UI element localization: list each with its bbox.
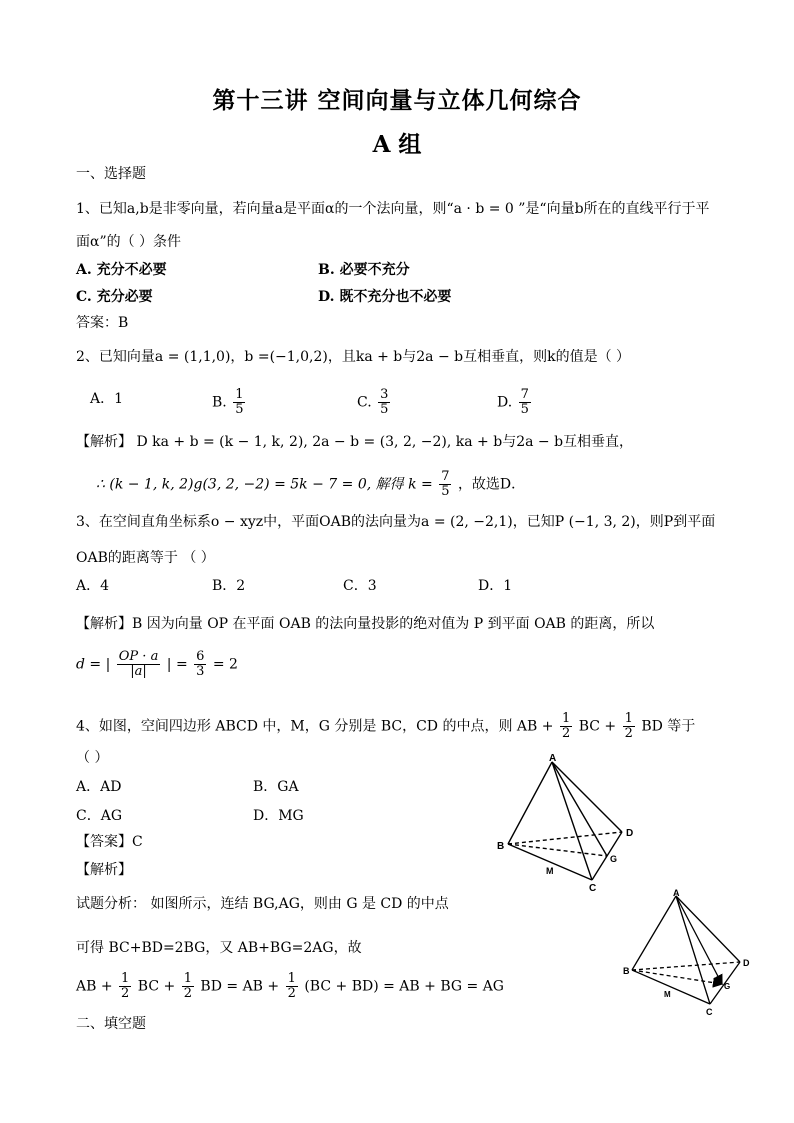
fig2-edge-bc xyxy=(632,970,710,1004)
fig2-label-g: G xyxy=(724,982,731,991)
q3-solution-line2: d = | $\frac{OP \cdot a}{|a|}$ | = $\frac{6}{3}$ = 2 xyxy=(76,649,238,679)
group-heading: A 组 xyxy=(372,131,422,158)
q4-option-c: C．AG xyxy=(76,808,123,824)
fig1-label-m: M xyxy=(546,866,554,876)
q2-solution-line1: 【解析】 D ka + b = (k − 1, k, 2), 2a − b = (3, 2, −2), ka + b与2a − b互相垂直， xyxy=(76,434,634,450)
q2-option-b-fraction: $\frac{1}{5}$ xyxy=(235,387,244,417)
fig2-label-b: B xyxy=(623,966,630,976)
q4-explanation-line1: 试题分析： 如图所示，连结 BG,AG，则由 G 是 CD 的中点 xyxy=(76,896,449,912)
edge-ab xyxy=(508,762,552,844)
q4-expl-fraction1: $\frac{1}{2}$ xyxy=(121,971,130,1001)
fig2-label-d: D xyxy=(743,958,750,968)
q1-option-b: B. 必要不充分 xyxy=(318,262,410,278)
q2-option-d-fraction: $\frac{7}{5}$ xyxy=(520,387,529,417)
q4-expl-fraction2: $\frac{1}{2}$ xyxy=(183,971,192,1001)
fig2-edge-ab xyxy=(632,896,676,970)
q4-explanation-line2: 可得 BC+BD=2BG，又 AB+BG=2AG，故 xyxy=(76,940,362,956)
q2-option-a: A．1 xyxy=(90,391,124,407)
page-title: 第十三讲 空间向量与立体几何综合 xyxy=(212,87,582,114)
edge-bd-hidden xyxy=(508,832,622,844)
fig1-label-c: C xyxy=(589,883,597,892)
q2-solution-fraction: $\frac{7}{5}$ xyxy=(441,469,450,499)
q4-expl-fraction3: $\frac{1}{2}$ xyxy=(287,971,296,1001)
q2-option-d: D. $\frac{7}{5}$ xyxy=(497,387,529,417)
q2-option-c-fraction: $\frac{3}{5}$ xyxy=(380,387,389,417)
q4-option-b: B．GA xyxy=(253,779,299,795)
q4-paren: （ ） xyxy=(76,750,109,766)
fig2-vector-bg xyxy=(632,970,722,984)
tetrahedron-figure-1 xyxy=(490,752,640,892)
q3-stem-line1: 3、在空间直角坐标系o − xyz中，平面OAB的法向量为a = (2, −2,1)，已知P (−1, 3, 2)，则P到平面 xyxy=(76,514,716,530)
tetrahedron-figure-2 xyxy=(618,888,768,1018)
fig2-label-m: M xyxy=(664,990,671,999)
fig2-label-a: A xyxy=(673,888,680,898)
q4-explanation-line3: AB + $\frac{1}{2}$ BC + $\frac{1}{2}$ BD = AB + $\frac{1}{2}$ (BC + BD) = AB + BG = AG xyxy=(76,971,504,1001)
q2-option-c: C. $\frac{3}{5}$ xyxy=(357,387,389,417)
q3-stem-line2: OAB的距离等于 （ ） xyxy=(76,550,215,566)
q4-option-d: D．MG xyxy=(253,808,304,824)
q3-option-a: A．4 xyxy=(76,578,110,594)
fig1-label-g: G xyxy=(610,854,618,864)
fig2-label-c: C xyxy=(706,1007,713,1017)
q1-answer: 答案：B xyxy=(76,315,129,331)
fig2-edge-ad xyxy=(676,896,740,962)
q1-option-d: D. 既不充分也不必要 xyxy=(318,289,452,305)
q4-answer: 【答案】C xyxy=(76,834,143,850)
q1-stem-line1: 1、已知a,b是非零向量，若向量a是平面α的一个法向量，则“a · b = 0 ”是“向量b所在的直线平行于平 xyxy=(76,201,710,217)
q3-option-c: C．3 xyxy=(343,578,377,594)
q3-option-d: D．1 xyxy=(478,578,513,594)
section-heading-choice: 一、选择题 xyxy=(76,166,146,182)
q1-option-a: A. 充分不必要 xyxy=(76,262,167,278)
q3-option-b: B．2 xyxy=(212,578,246,594)
q4-analysis-label: 【解析】 xyxy=(76,862,132,878)
fig2-edge-bd-hidden xyxy=(632,962,740,970)
q1-stem-line2: 面α”的（ ）条件 xyxy=(76,234,182,250)
q3-solution-fraction: $\frac{OP \cdot a}{|a|}$ xyxy=(118,649,159,679)
q2-stem: 2、已知向量a = (1,1,0)，b =(−1,0,2)，且ka + b与2a − b互相垂直，则k的值是（ ） xyxy=(76,349,631,365)
q4-option-a: A．AD xyxy=(76,779,122,795)
section-heading-fill: 二、填空题 xyxy=(76,1016,146,1032)
fig1-label-a: A xyxy=(549,753,557,764)
q3-solution-line1: 【解析】B 因为向量 OP 在平面 OAB 的法向量投影的绝对值为 P 到平面 OAB 的距离，所以 xyxy=(76,616,655,632)
q3-solution-fraction2: $\frac{6}{3}$ xyxy=(196,649,205,679)
fig1-label-d: D xyxy=(626,828,634,839)
q4-stem-fraction2: $\frac{1}{2}$ xyxy=(624,711,633,741)
q4-stem-line1: 4、如图，空间四边形 ABCD 中，M，G 分别是 BC，CD 的中点，则 AB + $\frac{1}{2}$ BC + $\frac{1}{2}$ BD 等于 xyxy=(76,711,696,741)
fig1-label-b: B xyxy=(497,841,505,852)
q4-stem-fraction1: $\frac{1}{2}$ xyxy=(561,711,571,741)
q1-option-c: C. 充分必要 xyxy=(76,289,153,305)
q2-solution-line2: ∴ (k − 1, k, 2)g(3, 2, −2) = 5k − 7 = 0, 解得 k = $\frac{7}{5}$ ，故选D． xyxy=(96,469,526,499)
q2-option-b: B. $\frac{1}{5}$ xyxy=(212,387,244,417)
